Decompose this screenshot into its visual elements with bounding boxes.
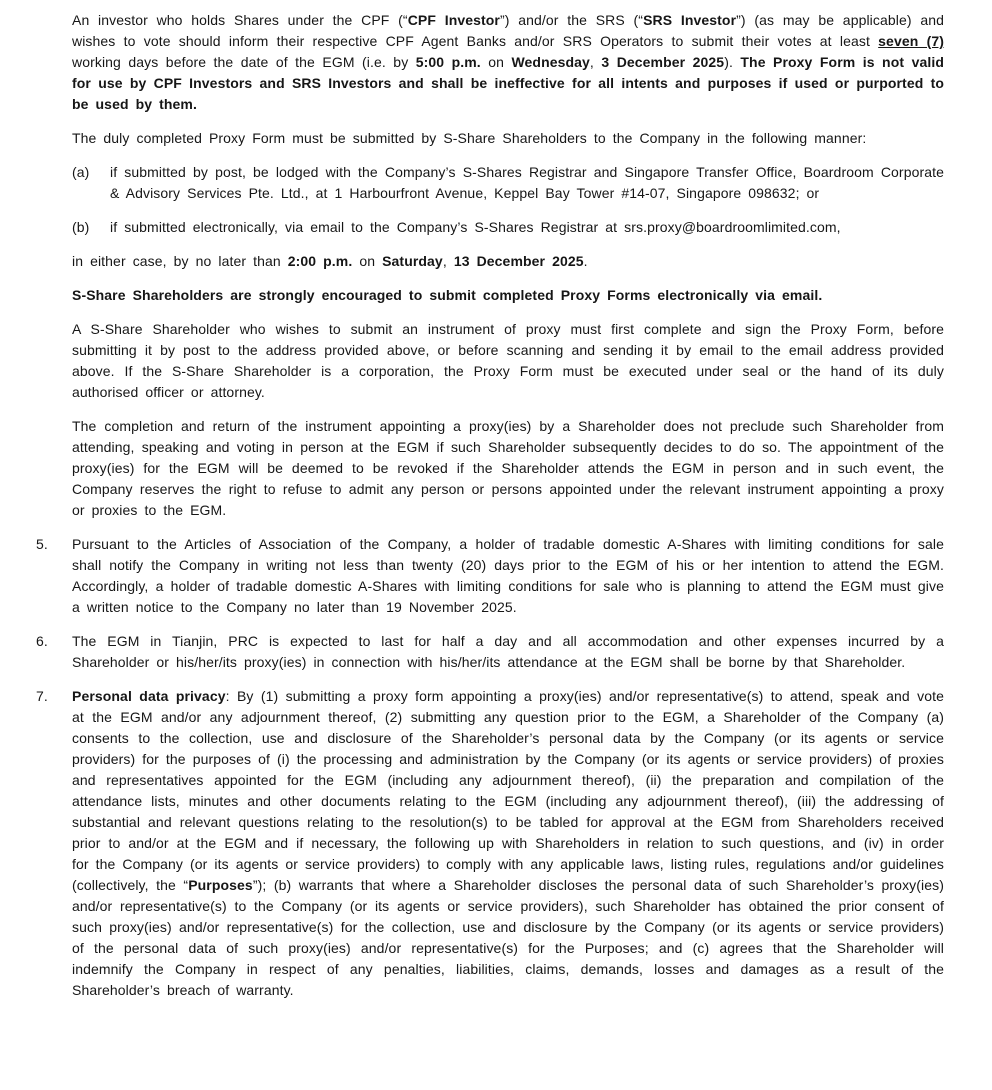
text-segment: seven (7) (878, 33, 945, 49)
paragraph (72, 251, 944, 272)
text-segment: The Proxy Form is not valid for use by CPF Investors and SRS Investors and shall be ineffective for all intents and purposes if used or purported to be used by them. (72, 54, 944, 112)
paragraph (72, 10, 944, 115)
paragraph-text (72, 321, 944, 400)
text-segment: on (352, 253, 383, 269)
list-marker: 5. (36, 536, 48, 552)
text-segment: The EGM in Tianjin, PRC is expected to last for half a day and all accommodation and other expenses incurred by a Shareholder or his/her/its proxy(ies) in connection with his/her/its attendance at the EGM shall be borne by that Shareholder. (72, 633, 944, 670)
paragraph-text (110, 164, 944, 201)
text-segment: if submitted electronically, via email to the Company’s S-Shares Registrar at srs.proxy@boardroomlimited.com, (110, 219, 841, 235)
list-marker: 6. (36, 633, 48, 649)
paragraph (72, 128, 944, 149)
text-segment: Pursuant to the Articles of Association of the Company, a holder of tradable domestic A-Shares with limiting conditions for sale shall notify the Company in writing not less than twenty (20) days prior to the EGM of his or her intention to attend the EGM. Accordingly, a holder of tradable domestic A-Shares with limiting conditions for sale who is planning to attend the EGM must give a written notice to the Company no later than 19 November 2025. (72, 536, 944, 615)
paragraph-text (72, 418, 944, 518)
document-body (36, 10, 945, 1001)
paragraph (72, 416, 944, 521)
text-segment: ”); (b) warrants that where a Shareholder discloses the personal data of such Shareholder’s proxy(ies) and/or representative(s) to the Company (or its agents or service providers), such Shareholder has obtained the prior consent of such proxy(ies) and/or representative(s) for the collection, use and disclosure by the Company (or its agents or service providers) of the personal data of such proxy(ies) and/or representative(s) for the Purposes; and (c) agrees that the Shareholder will indemnify the Company in respect of any penalties, liabilities, claims, demands, losses and damages as a result of the Shareholder’s breach of warranty. (72, 877, 944, 998)
paragraph-text (72, 536, 944, 615)
list-marker: (a) (72, 164, 90, 180)
paragraph-text (72, 633, 944, 670)
text-segment: The duly completed Proxy Form must be submitted by S-Share Shareholders to the Company in the following manner: (72, 130, 867, 146)
text-segment: , (589, 54, 602, 70)
paragraph (72, 285, 944, 306)
text-segment: : By (1) submitting a proxy form appointing a proxy(ies) and/or representative(s) to attend, speak and vote at the EGM and/or any adjournment thereof, (2) submitting any question prior to the EGM, a Shareholder of the Company (a) consents to the collection, use and disclosure of the Shareholder’s personal data by the Company (or its agents or service providers) for the purposes of (i) the processing and administration by the Company (or its agents or service providers) of proxies and representatives appointed for the EGM (including any adjournment thereof), (ii) the preparation and compilation of the attendance lists, minutes and other documents relating to the EGM (including any adjournment thereof), (iii) the addressing of substantial and relevant questions relating to the resolution(s) to be tabled for approval at the EGM from Shareholders received prior to and/or at the EGM and if necessary, the following up with Shareholders in relation to such questions, and (iv) in order for the Company (or its agents or service providers) to comply with any applicable laws, listing rules, regulations and/or guidelines (collectively, the “ (72, 688, 944, 893)
paragraph-text (110, 219, 841, 235)
text-segment: SRS Investor (643, 12, 737, 28)
paragraph-text (72, 688, 944, 998)
text-segment: if submitted by post, be lodged with the Company’s S-Shares Registrar and Singapore Transfer Office, Boardroom Corporate & Advisory Services Pte. Ltd., at 1 Harbourfront Avenue, Keppel Bay Tower #14-07, Singapore 098632; or (110, 164, 944, 201)
text-segment: Wednesday (511, 54, 590, 70)
list-marker: (b) (72, 219, 90, 235)
text-segment: CPF Investor (407, 12, 500, 28)
text-segment: in either case, by no later than (72, 253, 288, 269)
list-marker: 7. (36, 688, 48, 704)
paragraph-text (72, 130, 866, 146)
text-segment: The completion and return of the instrument appointing a proxy(ies) by a Shareholder does not preclude such Shareholder from attending, speaking and voting in person at the EGM if such Shareholder subsequently decides to do so. The appointment of the proxy(ies) for the EGM will be deemed to be revoked if the Shareholder attends the EGM in person and in such event, the Company reserves the right to refuse to admit any person or persons appointed under the relevant instrument appointing a proxy or proxies to the EGM. (72, 418, 944, 518)
text-segment: 5:00 p.m. (415, 54, 481, 70)
text-segment: , (442, 253, 454, 269)
paragraph-text (72, 253, 588, 269)
text-segment: ). (724, 54, 741, 70)
text-segment: ”) and/or the SRS (“ (499, 12, 644, 28)
text-segment: A S-Share Shareholder who wishes to submit an instrument of proxy must first complete and sign the Proxy Form, before submitting it by post to the address provided above, or before scanning and sending it by email to the email address provided above. If the S-Share Shareholder is a corporation, the Proxy Form must be executed under seal or the hand of its duly authorised officer or attorney. (72, 321, 944, 400)
text-segment: on (480, 54, 512, 70)
lettered-sub-item (72, 162, 944, 204)
text-segment: Purposes (188, 877, 253, 893)
text-segment: Saturday (382, 253, 443, 269)
text-segment: 3 December 2025 (601, 54, 725, 70)
text-segment: 2:00 p.m. (287, 253, 353, 269)
paragraph-text (72, 287, 822, 303)
text-segment: An investor who holds Shares under the CPF (“ (72, 12, 408, 28)
numbered-item (36, 534, 944, 618)
numbered-item (36, 686, 944, 1001)
lettered-sub-item (72, 217, 944, 238)
text-segment: . (583, 253, 588, 269)
numbered-item (36, 631, 944, 673)
paragraph-text (72, 12, 944, 112)
text-segment: ”) (as may be applicable) and wishes to vote should inform their respective CPF Agent Banks and/or SRS Operators to submit their votes at least (72, 12, 944, 49)
text-segment: working days before the date of the EGM (i.e. by (72, 54, 416, 70)
text-segment: S-Share Shareholders are strongly encouraged to submit completed Proxy Forms electronically via email. (72, 287, 823, 303)
text-segment: 13 December 2025 (453, 253, 584, 269)
text-segment: Personal data privacy (72, 688, 226, 704)
paragraph (72, 319, 944, 403)
